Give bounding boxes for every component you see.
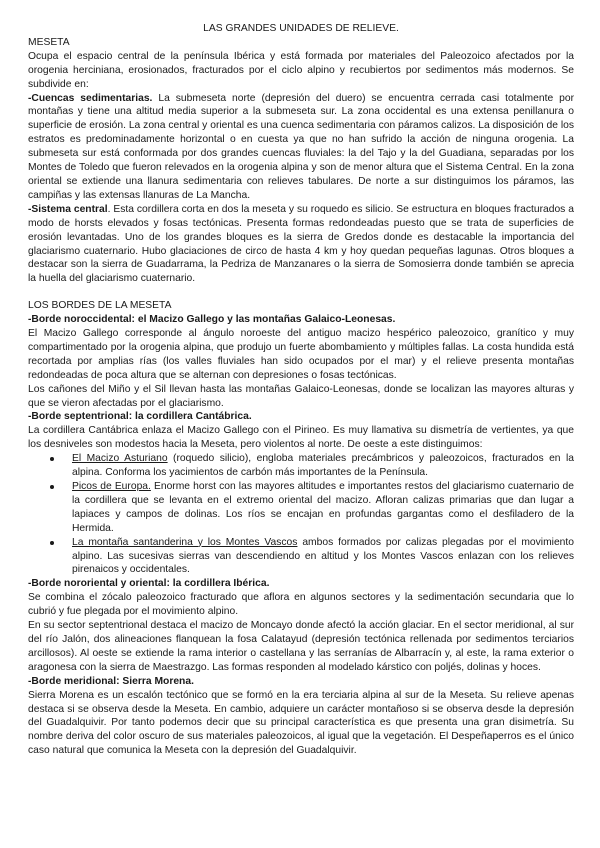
list-item: [72, 536, 574, 578]
nororiental-heading: -Borde nororiental y oriental: la cordillera Ibérica.: [28, 578, 270, 590]
list-item: [72, 452, 574, 480]
meseta-intro: Ocupa el espacio central de la península Ibérica y está formada por materiales del Paleozoico afectados por la orogenia herciniana, erosionados, fracturados por el ciclo alpino y recubiertos por sedimentos más modernos. Se subdivide en:: [28, 50, 574, 90]
septentrional-list: [28, 452, 574, 577]
section-heading-meseta: MESETA: [28, 36, 70, 48]
spacer: [28, 286, 574, 299]
document-title: LAS GRANDES UNIDADES DE RELIEVE.: [203, 23, 399, 34]
septentrional-p1: La cordillera Cantábrica enlaza el Macizo Gallego con el Pirineo. Es muy llamativa su dismetría de vertientes, ya que los desniveles son modestos hacia la Meseta, pero violentos al norte. De oeste a este distinguimos:: [28, 425, 574, 451]
list-item-name: Picos de Europa.: [72, 481, 151, 492]
list-item-text: ambos formados por calizas plegadas por el movimiento alpino. Las sucesivas sierras van descendiendo en altitud y los Montes Vascos enlazan con los relieves pirenaicos y occidentales.: [72, 536, 574, 576]
cuencas-text: La submeseta norte (depresión del duero) se encuentra cerrada casi totalmente por montañas y tiene una altitud media superior a la submeseta sur. La zona occidental es una extensa penillanura o superficie de erosión. La zona central y oriental es una cuenca sedimentaria con páramos calizos. La disposición de los estratos es predominadamente horizontal o en cuesta ya que no han sufrido la acción de ninguna orogenia. La submeseta sur está conformada por dos grandes cuencas fluviales: la del Tajo y la del Guadiana, separadas por los Montes de Toledo que fueron relevados en la orogenia alpina y son de menor altura que el Sistema Central. En la zona oriental se extiende una llanura sedimentaria con relieves tabulares. De norte a sur distinguimos los páramos, las campiñas y las extensas llanuras de La Mancha.: [28, 92, 574, 201]
septentrional-heading: -Borde septentrional: la cordillera Cantábrica.: [28, 411, 252, 423]
nororiental-p1: Se combina el zócalo paleozoico fracturado que aflora en algunos sectores y la sedimentación secundaria que lo cubrió y fue plegada por el movimiento alpino.: [28, 592, 574, 618]
cuencas-paragraph: [28, 92, 574, 203]
list-item-name: La montaña santanderina y los Montes Vascos: [72, 536, 298, 548]
sistema-paragraph: [28, 203, 574, 286]
list-item-name: El Macizo Asturiano: [72, 453, 168, 465]
nororiental-p2: En su sector septentrional destaca el macizo de Moncayo donde afectó la acción glaciar. En el sector meridional, al sur del río Jalón, dos alineaciones flanquean la fosa Calatayud (depresión tectónica rellenada por sedimentos terciarios arcillosos). Al oeste se extiende la rama interior o castellana y las serranías de Albarracín y, al este, la rama exterior o aragonesa con la sierra de Maestrazgo. Las formas responden al modelado kárstico con poljés, dolinas y hoces.: [28, 620, 574, 673]
meridional-heading: -Borde meridional: Sierra Morena.: [28, 675, 194, 687]
sistema-label: -Sistema central: [28, 203, 108, 215]
meridional-p1: Sierra Morena es un escalón tectónico que se formó en la era terciaria alpina al sur de la Meseta. Su relieve apenas destaca si se observa desde la Meseta. En cambio, adquiere un carácter montañoso si se observa desde la depresión del Guadalquivir. Por tanto podemos decir que su principal característica es que presenta una gran disimetría. Su nombre deriva del color oscuro de sus materiales paleozoicos, al igual que la vegetación. El Despeñaperros es el único caso natural que comunica la Meseta con la depresión del Guadalquivir.: [28, 689, 574, 757]
noroccidental-p1: El Macizo Gallego corresponde al ángulo noroeste del antiguo macizo hespérico paleozoico, granítico y muy compartimentado por la orogenia alpina, que produjo un fuerte abombamiento y múltiples fallas. La costa hundida está recortada por amplias rías (los valles fluviales han sido ocupados por el mar) y el relieve presenta montañas redondeadas de poca altura que se alternan con depresiones o fosas tectónicas.: [28, 328, 574, 381]
cuencas-label: -Cuencas sedimentarias.: [28, 92, 153, 104]
sistema-text: . Esta cordillera corta en dos la meseta y su roquedo es silicio. Se estructura en bloques fracturados a modo de horsts elevados y fosas tectónicas. Presenta formas redondeadas puesto que se trata de superficies de erosión levantadas. Uno de los grandes bloques es la sierra de Gredos donde es destacable la importancia del glaciarismo cuaternario. Hubo glaciaciones de circo de hasta 4 km y hoy quedan pequeñas lagunas. Otros bloques a destacar son la sierra de Guadarrama, la Pedriza de Manzanares o la sierra de Somosierra donde también se aprecia la huella del glaciarismo cuaternario.: [28, 203, 574, 285]
list-item-text: (roquedo silicio), engloba materiales precámbricos y paleozoicos, fracturados en la alpina. Conforma los yacimientos de carbón más importantes de la Península.: [72, 453, 574, 479]
section-heading-bordes: LOS BORDES DE LA MESETA: [28, 300, 172, 312]
noroccidental-p2: Los cañones del Miño y el Sil llevan hasta las montañas Galaico-Leonesas, donde se localizan las mayores alturas y que se vieron afectadas por el glaciarismo.: [28, 383, 574, 409]
list-item: [72, 480, 574, 536]
noroccidental-heading: -Borde noroccidental: el Macizo Gallego y las montañas Galaico-Leonesas.: [28, 314, 396, 326]
list-item-text: Enorme horst con las mayores altitudes e importantes restos del glaciarismo cuaternario de la cordillera que se levanta en el extremo oriental del macizo. Afloran calizas primarias que dan lugar a lapiaces y campos de dolinas. Los ríos se encajan en profundas gargantas como el desfiladero de la Hermida.: [72, 481, 574, 534]
